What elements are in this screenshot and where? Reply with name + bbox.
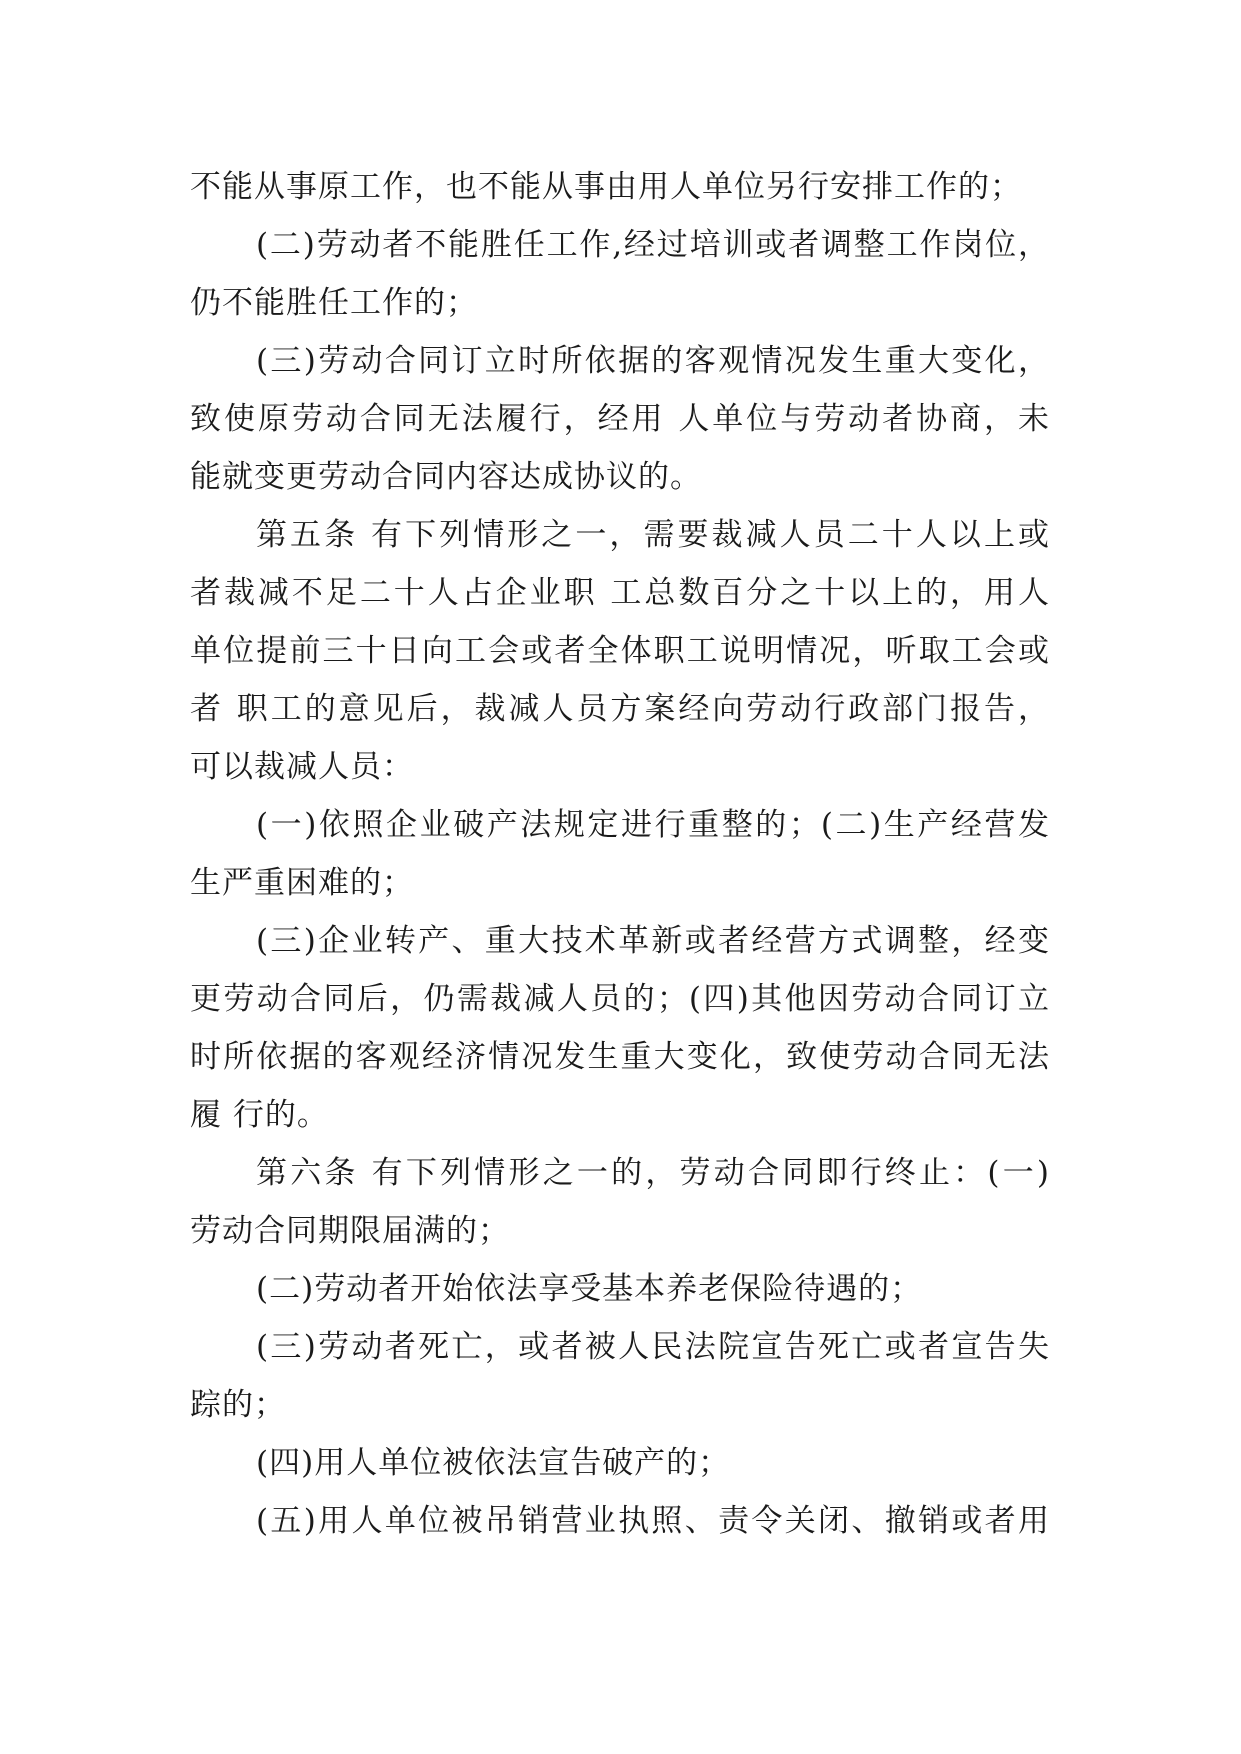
text-line: 单位提前三十日向工会或者全体职工说明情况，听取工会或 (190, 633, 1050, 669)
text-line: 时所依据的客观经济情况发生重大变化，致使劳动合同无法 (190, 1039, 1050, 1075)
text-line: (一)依照企业破产法规定进行重整的；(二)生产经营发 (256, 807, 1050, 843)
text-line: (四)用人单位被依法宣告破产的； (256, 1445, 731, 1481)
text-line: (二)劳动者开始依法享受基本养老保险待遇的； (256, 1271, 923, 1307)
text-line: 履 行的。 (190, 1097, 329, 1133)
text-line: (三)劳动合同订立时所依据的客观情况发生重大变化， (256, 343, 1050, 379)
text-line: 者裁减不足二十人占企业职 工总数百分之十以上的，用人 (190, 575, 1050, 611)
text-line: 能就变更劳动合同内容达成协议的。 (190, 459, 702, 495)
text-line: 仍不能胜任工作的； (190, 285, 478, 321)
article-heading: 第六条 有下列情形之一的，劳动合同即行终止：(一) (256, 1155, 1050, 1191)
text-line: 者 职工的意见后，裁减人员方案经向劳动行政部门报告， (190, 691, 1050, 727)
text-line: 踪的； (190, 1387, 286, 1423)
article-heading: 第五条 有下列情形之一，需要裁减人员二十人以上或 (256, 517, 1050, 553)
text-line: (二)劳动者不能胜任工作,经过培训或者调整工作岗位， (256, 227, 1050, 263)
text-line: 可以裁减人员： (190, 749, 414, 785)
text-line: 劳动合同期限届满的； (190, 1213, 510, 1249)
text-line: (三)劳动者死亡，或者被人民法院宣告死亡或者宣告失 (256, 1329, 1050, 1365)
text-line: 致使原劳动合同无法履行，经用 人单位与劳动者协商，未 (190, 401, 1050, 437)
text-line: 生严重困难的； (190, 865, 414, 901)
text-line: (五)用人单位被吊销营业执照、责令关闭、撤销或者用 (256, 1503, 1050, 1539)
text-line: 不能从事原工作，也不能从事由用人单位另行安排工作的； (190, 169, 1022, 205)
text-line: 更劳动合同后，仍需裁减人员的；(四)其他因劳动合同订立 (190, 981, 1050, 1017)
text-line: (三)企业转产、重大技术革新或者经营方式调整，经变 (256, 923, 1050, 959)
